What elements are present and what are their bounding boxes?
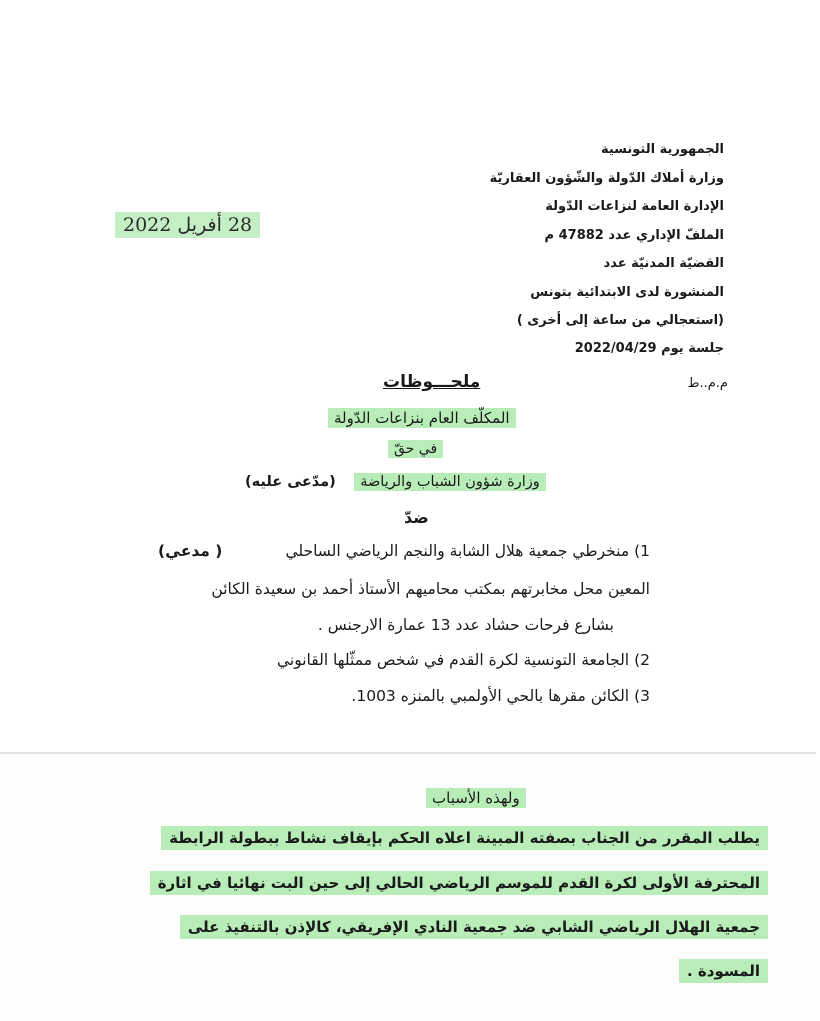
notes-in-favor: في حقّ <box>388 440 443 458</box>
reference-code: م.م..ط <box>687 376 728 391</box>
header-ministry: وزارة أملاك الدّولة والشّؤون العقاريّة <box>489 171 724 186</box>
reasons-line-3: جمعية الهلال الرياضي الشابي ضد جمعية النادي الإفريقي، كالإذن بالتنفيذ على <box>180 915 768 939</box>
party-number: 2) <box>634 651 650 669</box>
document-page-2-excerpt <box>0 762 820 1021</box>
party-3 <box>351 687 650 705</box>
notes-title: ملحـــوظات <box>383 372 481 392</box>
party-1-address-2: بشارع فرحات حشاد عدد 13 عمارة الارجنس . <box>317 616 614 634</box>
party-1-role: ( مدعي) <box>158 542 223 560</box>
party-text: منخرطي جمعية هلال الشابة والنجم الرياضي الساحلي <box>285 542 630 560</box>
reasons-line-4: المسودة . <box>679 959 768 983</box>
party-number: 3) <box>634 687 650 705</box>
header-court: المنشورة لدى الابتدائية بتونس <box>530 285 724 300</box>
received-date-stamp: 28 أفريل 2022 <box>115 212 260 238</box>
party-1-address-1: المعين محل مخابرتهم بمكتب محاميهم الأستاذ أحمد بن سعيدة الكائن <box>211 580 650 598</box>
defendant-name: وزارة شؤون الشباب والرياضة <box>354 473 546 491</box>
defendant-role: (مدّعى عليه) <box>245 474 336 490</box>
header-republic: الجمهورية التونسية <box>600 142 724 157</box>
header-session <box>575 341 724 356</box>
session-date: 2022/04/29 <box>574 341 657 356</box>
party-2 <box>277 651 650 669</box>
header-admin-file: الملفّ الإداري عدد 47882 م <box>544 228 724 243</box>
header-civil-case: القضيّة المدنيّة عدد <box>603 256 724 271</box>
against-label: ضدّ <box>404 508 429 527</box>
session-label: جلسة يوم <box>661 341 724 356</box>
header-directorate: الإدارة العامة لنزاعات الدّولة <box>545 199 724 214</box>
reasons-heading: ولهذه الأسباب <box>426 788 526 808</box>
notes-by: المكلّف العام بنزاعات الدّولة <box>328 408 516 428</box>
header-urgent: (استعجالي من ساعة إلى أخرى ) <box>516 313 724 328</box>
party-1 <box>285 542 650 560</box>
reasons-line-2: المحترفة الأولى لكرة القدم للموسم الرياضي الحالي إلى حين البت نهائيا في اثارة <box>150 871 768 895</box>
party-text: الجامعة التونسية لكرة القدم في شخص ممثّلها القانوني <box>276 651 630 669</box>
defendant-line <box>245 474 546 490</box>
party-text: الكائن مقرها بالحي الأولمبي بالمنزه 1003. <box>351 687 630 705</box>
party-number: 1) <box>634 542 650 560</box>
reasons-line-1: يطلب المقرر من الجناب بصفته المبينة اعلاه الحكم بإيقاف نشاط ببطولة الرابطة <box>161 826 768 850</box>
